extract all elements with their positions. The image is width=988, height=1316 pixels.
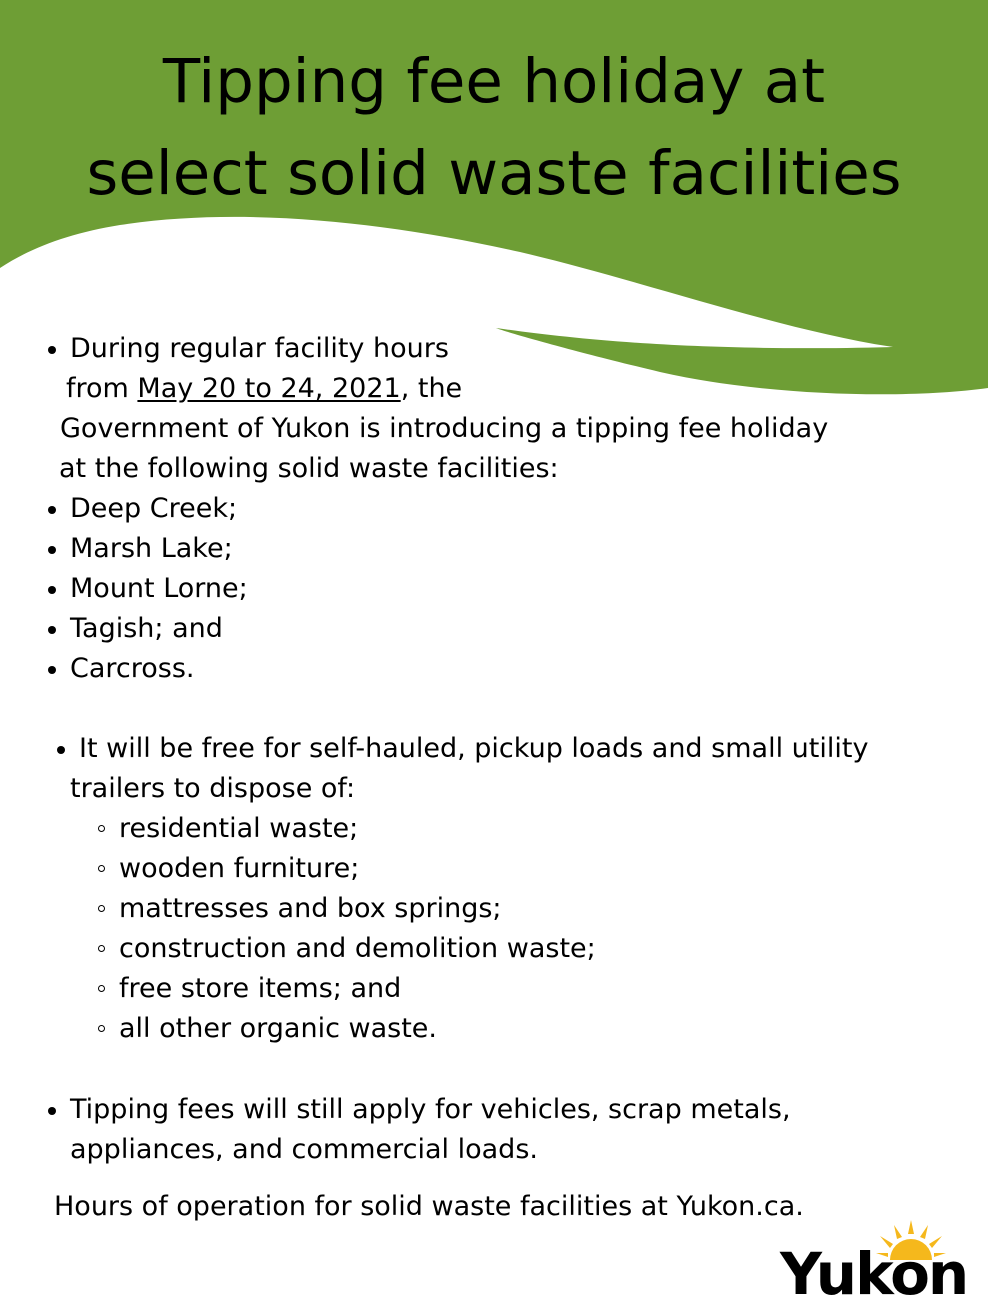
free-item-residential: residential waste;: [119, 809, 358, 849]
free-item-free-store: free store items; and: [119, 969, 401, 1009]
free-item-construction: construction and demolition waste;: [119, 929, 596, 969]
title-line-1: Tipping fee holiday at: [162, 46, 826, 117]
free-line-1: [79, 729, 868, 769]
page-title: [0, 36, 988, 220]
free-item-organic: all other organic waste.: [119, 1009, 437, 1049]
intro-line-4: at the following solid waste facilities:: [59, 453, 559, 484]
intro-line-1: During regular facility hours: [70, 329, 449, 369]
fees-line-1: Tipping fees will still apply for vehicles, scrap metals,: [70, 1090, 791, 1130]
free-line-2: trailers to dispose of:: [70, 773, 356, 804]
facility-deep-creek: Deep Creek;: [70, 489, 237, 529]
footer-text: Hours of operation for solid waste facilities at: [54, 1191, 677, 1222]
title-line-2: select solid waste facilities: [86, 138, 902, 209]
intro-line-2-prefix: from: [66, 373, 138, 404]
yukon-logo: [780, 1220, 976, 1306]
free-item-furniture: wooden furniture;: [119, 849, 359, 889]
yukon-wordmark: Yukon: [780, 1240, 968, 1308]
facility-tagish: Tagish; and: [70, 609, 223, 649]
facility-carcross: Carcross.: [70, 649, 195, 689]
intro-line-2-suffix: , the: [400, 373, 463, 404]
footer-site-link[interactable]: Yukon.ca.: [676, 1191, 804, 1222]
date-range: May 20 to 24, 2021: [137, 373, 401, 404]
intro-line-2: [66, 369, 462, 409]
facility-mount-lorne: Mount Lorne;: [70, 569, 248, 609]
facility-marsh-lake: Marsh Lake;: [70, 529, 233, 569]
intro-line-3: Government of Yukon is introducing a tipping fee holiday: [60, 413, 829, 444]
free-line-1-text: It will be free for self-hauled, pickup loads and small utility: [79, 733, 869, 764]
footer-note: [54, 1187, 804, 1227]
free-item-mattresses: mattresses and box springs;: [119, 889, 502, 929]
fees-line-2: appliances, and commercial loads.: [70, 1134, 538, 1165]
